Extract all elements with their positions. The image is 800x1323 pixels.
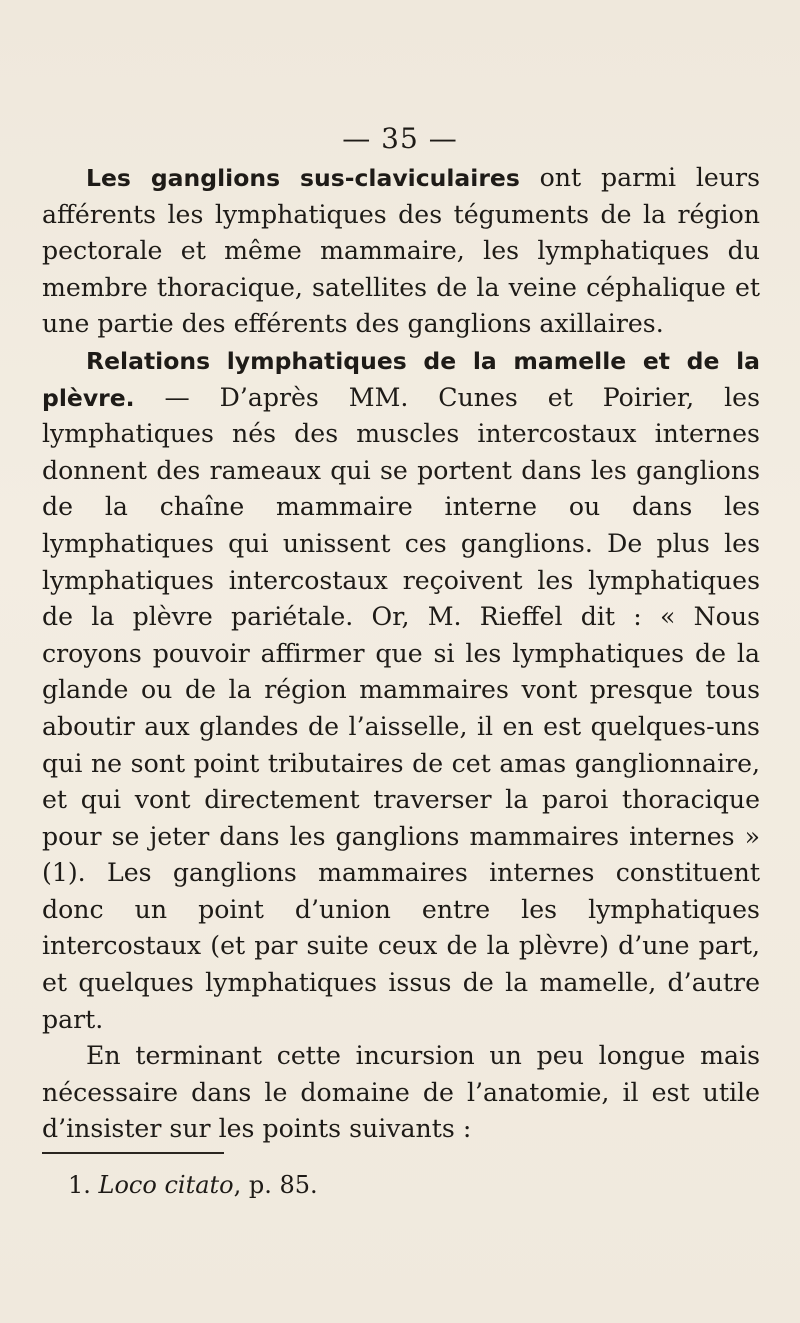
paragraph-text: ont parmi leurs afférents les lymphatiques des téguments de la région pectorale et même mammaire, les lymphatiques du membre thoracique, satellites de la veine céphalique et une partie des efférents des ganglions axillaires. xyxy=(42,163,760,339)
paragraph-sus-claviculaires xyxy=(42,160,760,343)
footnote-rest: , p. 85. xyxy=(233,1171,318,1199)
paragraph-conclusion xyxy=(42,1038,760,1148)
paragraph-relations xyxy=(42,343,760,1038)
bold-heading: Relations lymphatiques de la mamelle et de la plèvre. xyxy=(42,346,760,412)
paragraph-text: En terminant cette incursion un peu longue mais nécessaire dans le domaine de l’anatomie, il est utile d’insister sur les points suivants : xyxy=(42,1041,760,1144)
footnote-marker: 1. xyxy=(68,1171,91,1199)
footnote xyxy=(68,1170,318,1200)
paragraph-text: — D’après MM. Cunes et Poirier, les lymphatiques nés des muscles intercostaux internes donnent des rameaux qui se portent dans les ganglions de la chaîne mammaire interne ou dans les lymphatiques qui unissent ces ganglions. De plus les lymphatiques intercostaux reçoivent les lymphatiques de la plèvre pariétale. Or, M. Rieffel dit : « Nous croyons pouvoir affirmer que si les lymphatiques de la glande ou de la région mammaires vont presque tous aboutir aux glandes de l’aisselle, il en est quelques-uns qui ne sont point tributaires de cet amas ganglionnaire, et qui vont directement traverser la paroi thoracique pour se jeter dans les ganglions mammaires internes » (1). Les ganglions mammaires internes constituent donc un point d’union entre les lymphatiques intercostaux (et par suite ceux de la plèvre) d’une part, et quelques lymphatiques issus de la mamelle, d’autre part. xyxy=(42,382,760,1034)
body-text xyxy=(42,160,760,1148)
page-number: — 35 — xyxy=(342,122,458,155)
footnote-title: Loco citato xyxy=(98,1171,234,1199)
bold-heading: Les ganglions sus-claviculaires xyxy=(86,164,520,192)
footnote-divider xyxy=(42,1152,224,1154)
